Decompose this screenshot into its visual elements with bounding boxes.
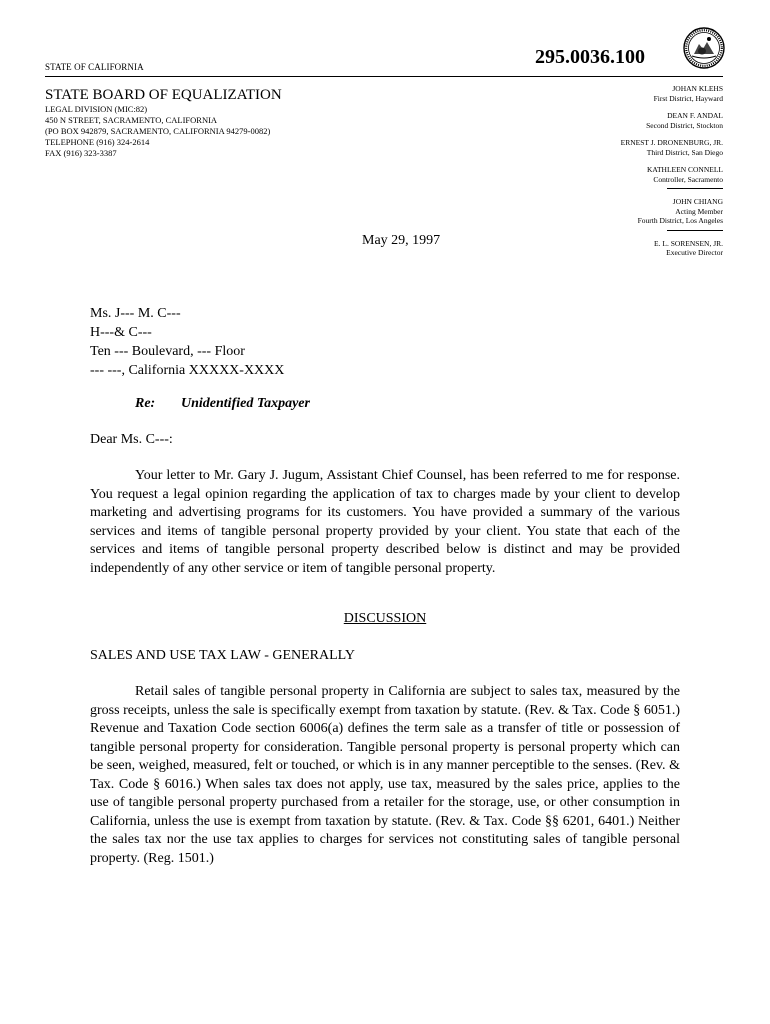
member-name: KATHLEEN CONNELL	[646, 165, 723, 174]
document-number: 295.0036.100	[535, 46, 645, 68]
member-name: E. L. SORENSEN, JR.	[654, 238, 723, 248]
recipient-line: --- ---, California XXXXX-XXXX	[90, 363, 285, 378]
section-heading: SALES AND USE TAX LAW - GENERALLY	[90, 648, 355, 663]
address-line: 450 N STREET, SACRAMENTO, CALIFORNIA	[45, 115, 218, 125]
letter-date: May 29, 1997	[362, 233, 441, 248]
body-paragraph	[90, 683, 680, 868]
paragraph-text: Your letter to Mr. Gary J. Jugum, Assistant Chief Counsel, has been referred to me for response. You request a legal opinion regarding the application of tax to charges made by your client to develop marketing and advertising programs for its customers. You have provided a summary of the various services and items of tangible personal property provided by your client. You state that each of the services and items of tangible personal property described below is distinct and may be provided independently of any other service or item of tangible personal property.	[90, 468, 680, 576]
subject-label: Re:	[135, 396, 156, 411]
member-name: JOHAN KLEHS	[672, 84, 723, 93]
members-divider	[667, 230, 723, 231]
recipient-line: Ten --- Boulevard, --- Floor	[90, 344, 245, 359]
address-line: (PO BOX 942879, SACRAMENTO, CALIFORNIA 94279-0082)	[45, 126, 271, 136]
subject-line	[135, 396, 310, 412]
body-paragraph	[90, 467, 680, 578]
recipient-line: Ms. J--- M. C---	[90, 306, 181, 321]
member-entry	[523, 239, 723, 258]
recipient-line: H---& C---	[90, 325, 152, 340]
member-title: Acting Member	[675, 206, 723, 216]
member-name: DEAN F. ANDAL	[667, 111, 723, 120]
board-members	[523, 84, 723, 266]
address-line: LEGAL DIVISION (MIC:82)	[45, 104, 148, 114]
member-name: JOHN CHIANG	[672, 197, 723, 206]
member-name: ERNEST J. DRONENBURG, JR.	[620, 138, 723, 147]
discussion-heading: DISCUSSION	[343, 611, 427, 626]
subject-text: Unidentified Taxpayer	[181, 396, 310, 411]
header-rule	[45, 76, 723, 77]
member-title: Executive Director	[666, 248, 723, 257]
member-entry	[523, 138, 723, 157]
board-name: STATE BOARD OF EQUALIZATION	[45, 87, 282, 103]
member-title: Fourth District, Los Angeles	[637, 216, 723, 225]
member-entry	[523, 165, 723, 184]
member-title: Second District, Stockton	[646, 120, 723, 130]
state-seal-icon	[683, 27, 725, 69]
member-entry	[523, 111, 723, 130]
member-title: Controller, Sacramento	[653, 174, 723, 184]
recipient-block	[90, 304, 284, 380]
salutation: Dear Ms. C---:	[90, 432, 173, 447]
member-title: First District, Hayward	[653, 93, 723, 103]
members-divider	[667, 188, 723, 189]
address-block	[45, 104, 270, 159]
member-entry	[523, 84, 723, 103]
member-entry	[523, 197, 723, 226]
telephone-line: TELEPHONE (916) 324-2614	[45, 137, 150, 147]
fax-line: FAX (916) 323-3387	[45, 148, 117, 158]
state-label: STATE OF CALIFORNIA	[45, 62, 144, 72]
paragraph-text: Retail sales of tangible personal property in California are subject to sales tax, measured by the gross receipts, unless the sale is specifically exempt from taxation by statute. (Rev. & Tax. Code § 6051.) Revenue and Taxation Code section 6006(a) defines the term sale as a transfer of title or possession of tangible personal property for consideration. Tangible personal property is personal property which can be seen, weighed, measured, felt or touched, or which is in any manner perceptible to the senses. (Rev. & Tax. Code § 6016.) When sales tax does not apply, use tax, measured by the sales price, applies to the use of tangible personal property purchased from a retailer for the storage, use, or other consumption in California, unless the use is exempt from taxation by statute. (Rev. & Tax. Code §§ 6201, 6401.) Neither the sales tax nor the use tax applies to charges for services not constituting sales of tangible personal property. (Reg. 1501.)	[90, 684, 680, 866]
member-title: Third District, San Diego	[646, 147, 723, 157]
